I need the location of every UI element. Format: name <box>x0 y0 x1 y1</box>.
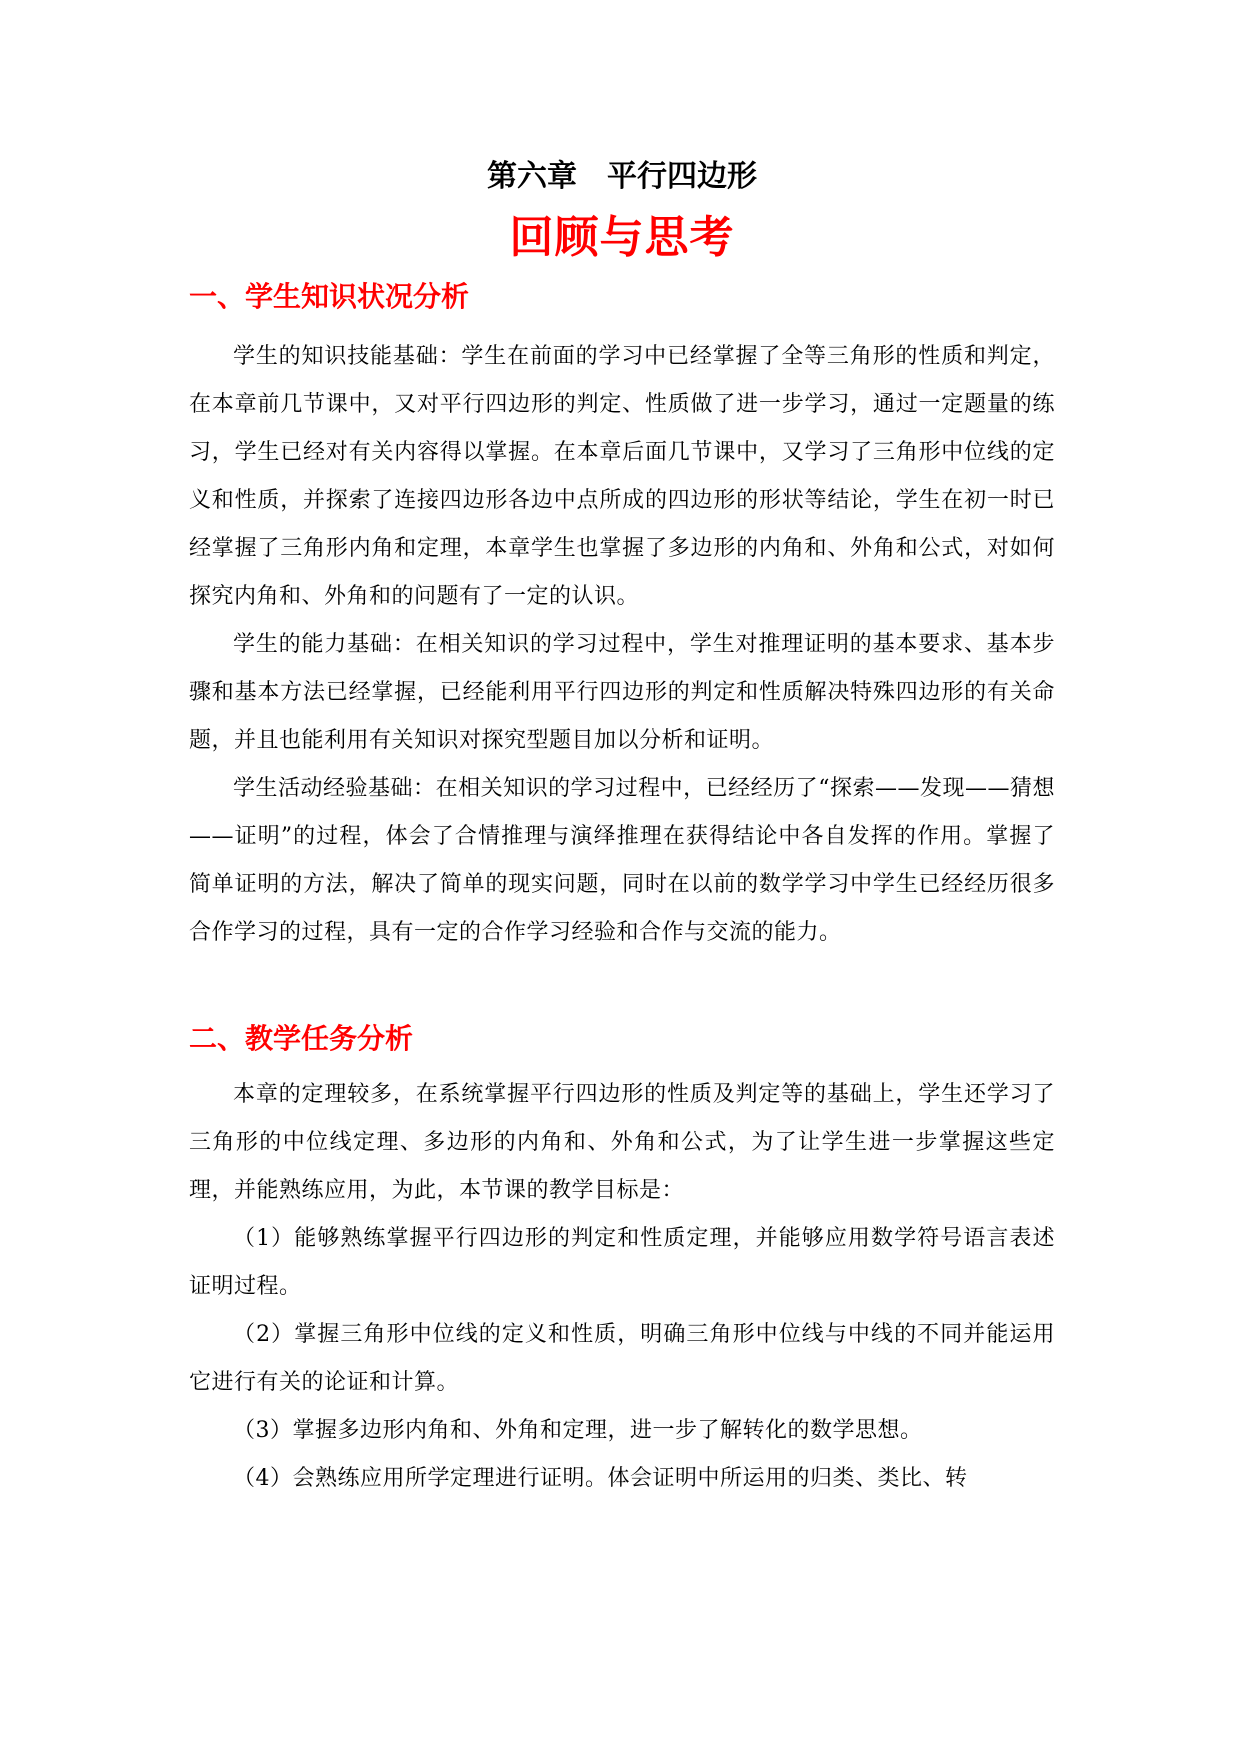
section-heading-teaching-task: 二、教学任务分析 <box>189 1022 414 1055</box>
paragraph-knowledge-basis: 学生的知识技能基础：学生在前面的学习中已经掌握了全等三角形的性质和判定，在本章前几节课中，又对平行四边形的判定、性质做了进一步学习，通过一定题量的练习，学生已经对有关内容得以掌握。在本章后面几节课中，又学习了三角形中位线的定义和性质，并探索了连接四边形各边中点所成的四边形的形状等结论，学生在初一时已经掌握了三角形内角和定理，本章学生也掌握了多边形的内角和、外角和公式，对如何探究内角和、外角和的问题有了一定的认识。 <box>189 344 1055 609</box>
section-heading-student-analysis: 一、学生知识状况分析 <box>189 280 470 313</box>
document-content <box>189 155 1055 1503</box>
paragraph-ability-basis: 学生的能力基础：在相关知识的学习过程中，学生对推理证明的基本要求、基本步骤和基本方法已经掌握，已经能利用平行四边形的判定和性质解决特殊四边形的有关命题，并且也能利用有关知识对探究型题目加以分析和证明。 <box>189 632 1055 753</box>
chapter-title: 第六章 平行四边形 <box>487 159 757 194</box>
objective-item-4: （4）会熟练应用所学定理进行证明。体会证明中所运用的归类、类比、转 <box>233 1466 968 1491</box>
main-title: 回顾与思考 <box>509 212 735 263</box>
paragraph-teaching-intro: 本章的定理较多，在系统掌握平行四边形的性质及判定等的基础上，学生还学习了三角形的中位线定理、多边形的内角和、外角和公式，为了让学生进一步掌握这些定理，并能熟练应用，为此，本节课的教学目标是： <box>189 1082 1055 1203</box>
paragraph-activity-experience: 学生活动经验基础：在相关知识的学习过程中，已经经历了“探索——发现——猜想——证明”的过程，体会了合情推理与演绎推理在获得结论中各自发挥的作用。掌握了简单证明的方法，解决了简单的现实问题，同时在以前的数学学习中学生已经经历很多合作学习的过程，具有一定的合作学习经验和合作与交流的能力。 <box>189 776 1055 945</box>
objective-item-2: （2）掌握三角形中位线的定义和性质，明确三角形中位线与中线的不同并能运用它进行有关的论证和计算。 <box>189 1322 1055 1395</box>
objective-item-1: （1）能够熟练掌握平行四边形的判定和性质定理，并能够应用数学符号语言表述证明过程。 <box>189 1226 1055 1299</box>
objective-item-3: （3）掌握多边形内角和、外角和定理，进一步了解转化的数学思想。 <box>233 1418 923 1443</box>
